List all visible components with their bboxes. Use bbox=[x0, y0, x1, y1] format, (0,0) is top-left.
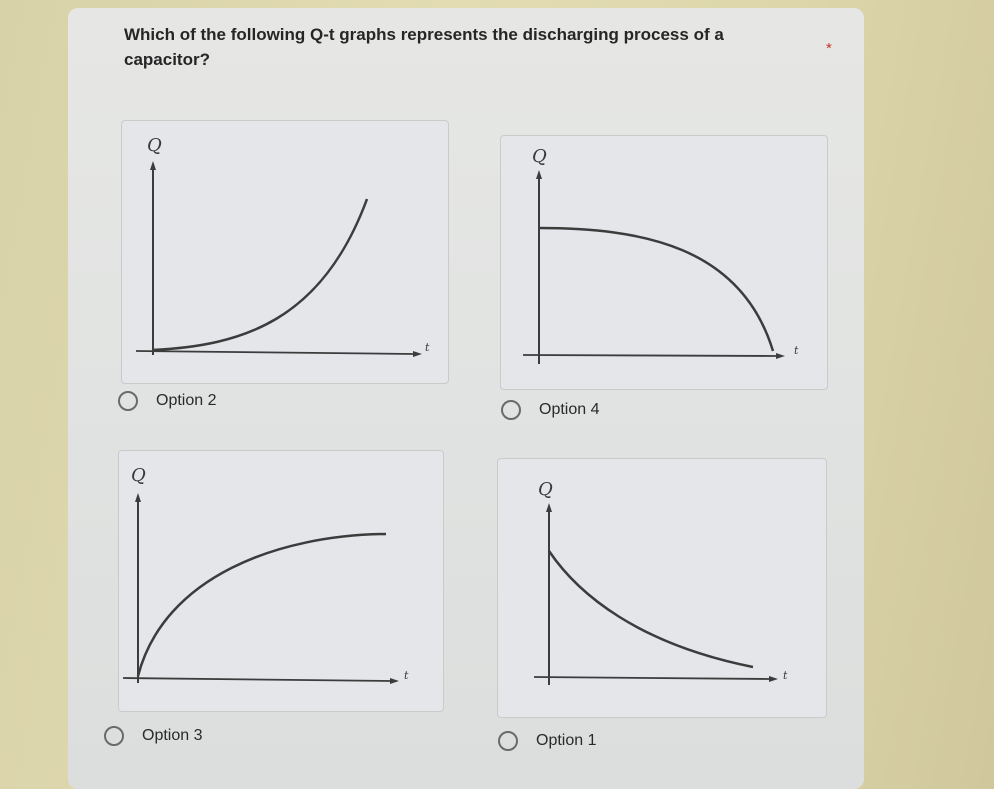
graph-bottom-left bbox=[119, 451, 443, 711]
x-axis-label-top-left: t bbox=[425, 341, 430, 354]
option-4-choice[interactable] bbox=[501, 400, 599, 420]
x-axis-label-bottom-right: t bbox=[783, 669, 788, 682]
option-1-label: Option 1 bbox=[536, 732, 597, 749]
option-1-choice[interactable] bbox=[498, 731, 596, 751]
required-asterisk: * bbox=[826, 40, 832, 57]
graph-panel-bottom-left bbox=[118, 450, 444, 712]
graph-panel-top-right bbox=[500, 135, 828, 390]
option-2-radio[interactable] bbox=[118, 391, 138, 411]
graph-top-left bbox=[122, 121, 448, 383]
graph-bottom-right bbox=[498, 459, 826, 717]
y-axis-label-top-right: Q bbox=[532, 146, 547, 167]
option-2-label: Option 2 bbox=[156, 392, 217, 409]
option-4-radio[interactable] bbox=[501, 400, 521, 420]
y-axis-label-bottom-left: Q bbox=[131, 465, 146, 486]
y-axis-label-top-left: Q bbox=[147, 135, 162, 156]
graph-panel-top-left bbox=[121, 120, 449, 384]
option-2-choice[interactable] bbox=[118, 391, 216, 411]
x-axis-label-top-right: t bbox=[794, 344, 799, 357]
option-3-choice[interactable] bbox=[104, 726, 202, 746]
x-axis-label-bottom-left: t bbox=[404, 669, 409, 682]
graph-panel-bottom-right bbox=[497, 458, 827, 718]
question-text: Which of the following Q-t graphs represents the discharging process of a capacitor? bbox=[124, 25, 724, 69]
option-1-radio[interactable] bbox=[498, 731, 518, 751]
option-4-label: Option 4 bbox=[539, 401, 600, 418]
graph-top-right bbox=[501, 136, 827, 389]
option-3-label: Option 3 bbox=[142, 727, 203, 744]
option-3-radio[interactable] bbox=[104, 726, 124, 746]
y-axis-label-bottom-right: Q bbox=[538, 479, 553, 500]
